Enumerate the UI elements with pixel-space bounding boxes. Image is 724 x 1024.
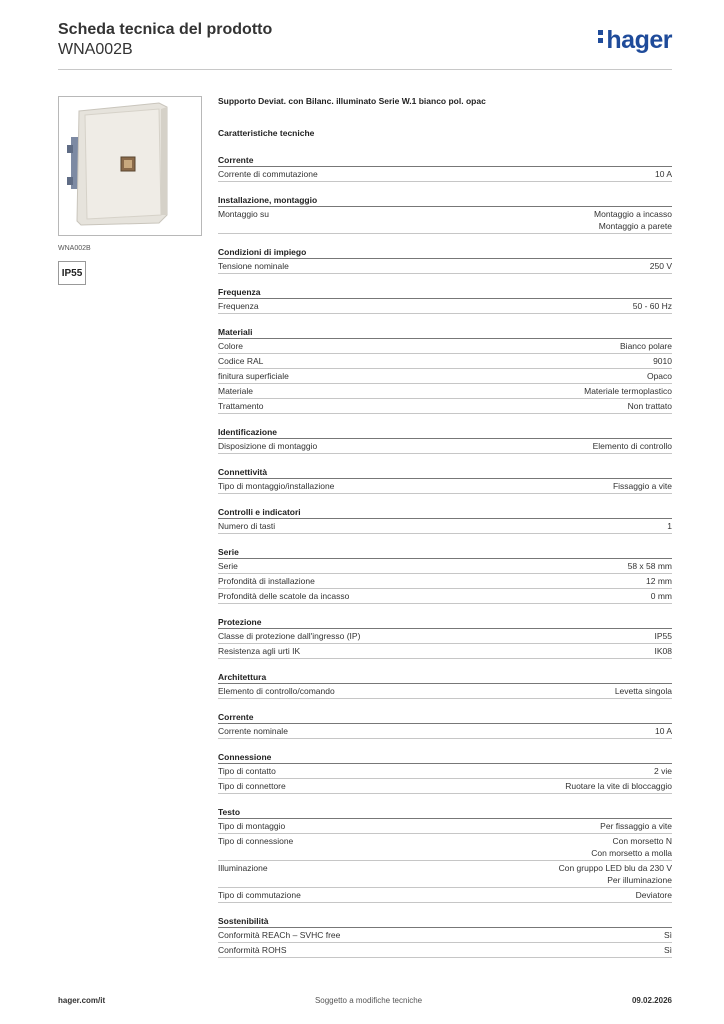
spec-row xyxy=(218,888,672,903)
spec-value-line: Per fissaggio a vite xyxy=(600,821,672,831)
spec-value-line: Sì xyxy=(663,930,672,940)
spec-group xyxy=(218,505,672,534)
spec-value-line: Montaggio a parete xyxy=(598,221,672,231)
spec-row xyxy=(218,439,672,454)
spec-value-line: 9010 xyxy=(653,356,672,366)
spec-label: Tipo di connessione xyxy=(218,836,294,846)
spec-label: Profondità delle scatole da incasso xyxy=(218,591,350,601)
spec-value xyxy=(655,168,672,180)
spec-group-title: Corrente xyxy=(218,153,672,167)
page-footer xyxy=(58,996,672,1005)
spec-label: Trattamento xyxy=(218,401,264,411)
spec-row xyxy=(218,207,672,234)
spec-value xyxy=(584,385,672,397)
spec-value-line: Con gruppo LED blu da 230 V xyxy=(558,863,672,873)
spec-label: Colore xyxy=(218,341,244,351)
spec-row xyxy=(218,384,672,399)
spec-value xyxy=(600,820,672,832)
spec-row xyxy=(218,574,672,589)
spec-group-title: Sostenibilità xyxy=(218,914,672,928)
spec-value-line: Materiale termoplastico xyxy=(584,386,672,396)
spec-value-line: 2 vie xyxy=(654,766,672,776)
spec-groups xyxy=(218,153,672,958)
spec-value xyxy=(650,260,672,272)
spec-group-title: Connessione xyxy=(218,750,672,764)
spec-row xyxy=(218,684,672,699)
product-image xyxy=(58,96,202,236)
spec-group xyxy=(218,615,672,659)
spec-value xyxy=(646,575,672,587)
spec-label: finitura superficiale xyxy=(218,371,289,381)
spec-value-line: 10 A xyxy=(654,169,672,179)
spec-group-title: Frequenza xyxy=(218,285,672,299)
spec-group-title: Connettività xyxy=(218,465,672,479)
spec-label: Frequenza xyxy=(218,301,259,311)
spec-label: Montaggio su xyxy=(218,209,270,219)
spec-group-title: Controlli e indicatori xyxy=(218,505,672,519)
spec-value xyxy=(655,725,672,737)
spec-label: Codice RAL xyxy=(218,356,264,366)
spec-value xyxy=(628,400,672,412)
spec-label: Profondità di installazione xyxy=(218,576,315,586)
ip-rating-badge: IP55 xyxy=(58,261,86,285)
spec-row xyxy=(218,764,672,779)
spec-value xyxy=(651,590,672,602)
spec-label: Tipo di contatto xyxy=(218,766,276,776)
spec-row xyxy=(218,479,672,494)
footer-website-link[interactable]: hager.com/it xyxy=(58,996,106,1005)
spec-group-title: Identificazione xyxy=(218,425,672,439)
spec-label: Disposizione di montaggio xyxy=(218,441,318,451)
spec-value-line: Non trattato xyxy=(627,401,672,411)
spec-label: Corrente nominale xyxy=(218,726,288,736)
product-code: WNA002B xyxy=(58,41,133,58)
spec-label: Serie xyxy=(218,561,238,571)
spec-value xyxy=(667,520,672,532)
spec-value xyxy=(565,780,672,792)
spec-group-title: Corrente xyxy=(218,710,672,724)
spec-value xyxy=(633,300,672,312)
spec-value xyxy=(593,440,672,452)
spec-group xyxy=(218,325,672,414)
spec-value xyxy=(620,340,672,352)
spec-row xyxy=(218,834,672,861)
spec-value xyxy=(664,944,672,956)
spec-label: Tipo di montaggio xyxy=(218,821,286,831)
spec-value xyxy=(653,355,672,367)
spec-value-line: IK08 xyxy=(654,646,672,656)
spec-row xyxy=(218,369,672,384)
spec-group-title: Protezione xyxy=(218,615,672,629)
spec-label: Elemento di controllo/comando xyxy=(218,686,335,696)
spec-row xyxy=(218,519,672,534)
spec-group xyxy=(218,750,672,794)
document-title: Scheda tecnica del prodotto xyxy=(58,21,273,38)
spec-value xyxy=(647,370,672,382)
spec-row xyxy=(218,779,672,794)
product-description: Supporto Deviat. con Bilanc. illuminato Serie W.1 bianco pol. opac xyxy=(218,96,486,106)
section-title: Caratteristiche tecniche xyxy=(218,128,315,138)
hager-logo[interactable] xyxy=(598,26,672,55)
spec-group-title: Architettura xyxy=(218,670,672,684)
spec-value xyxy=(628,560,672,572)
spec-value-line: Opaco xyxy=(646,371,672,381)
product-image-column xyxy=(58,96,202,285)
spec-row xyxy=(218,819,672,834)
spec-value xyxy=(559,862,672,886)
spec-value-line: Con morsetto N xyxy=(612,836,672,846)
spec-label: Tipo di commutazione xyxy=(218,890,301,900)
spec-row xyxy=(218,629,672,644)
spec-label: Conformità ROHS xyxy=(218,945,287,955)
spec-value xyxy=(591,835,672,859)
spec-value-line: IP55 xyxy=(654,631,672,641)
spec-group-title: Condizioni di impiego xyxy=(218,245,672,259)
spec-row xyxy=(218,589,672,604)
spec-row xyxy=(218,861,672,888)
spec-value-line: Per illuminazione xyxy=(607,875,672,885)
spec-value-line: 58 x 58 mm xyxy=(627,561,672,571)
spec-value-line: 250 V xyxy=(649,261,672,271)
spec-row xyxy=(218,644,672,659)
spec-group-title: Serie xyxy=(218,545,672,559)
spec-group-title: Materiali xyxy=(218,325,672,339)
specifications-column xyxy=(218,96,672,969)
spec-value-line: 10 A xyxy=(654,726,672,736)
spec-row xyxy=(218,724,672,739)
spec-value-line: Fissaggio a vite xyxy=(612,481,672,491)
spec-group xyxy=(218,670,672,699)
spec-row xyxy=(218,339,672,354)
spec-value-line: Sì xyxy=(663,945,672,955)
spec-group xyxy=(218,425,672,454)
spec-value xyxy=(594,208,672,232)
spec-group xyxy=(218,710,672,739)
spec-group-title: Installazione, montaggio xyxy=(218,193,672,207)
spec-group xyxy=(218,545,672,604)
spec-value-line: 1 xyxy=(667,521,672,531)
spec-row xyxy=(218,259,672,274)
spec-value-line: Con morsetto a molla xyxy=(591,848,672,858)
spec-row xyxy=(218,399,672,414)
spec-value-line: Ruotare la vite di bloccaggio xyxy=(565,781,672,791)
spec-label: Classe di protezione dall'ingresso (IP) xyxy=(218,631,361,641)
spec-label: Illuminazione xyxy=(218,863,268,873)
spec-value xyxy=(664,929,672,941)
spec-value xyxy=(654,765,672,777)
spec-value xyxy=(655,645,673,657)
spec-row xyxy=(218,299,672,314)
spec-group xyxy=(218,193,672,234)
footer-note: Soggetto a modifiche tecniche xyxy=(314,996,423,1005)
spec-value xyxy=(613,480,672,492)
spec-group xyxy=(218,805,672,903)
spec-group xyxy=(218,285,672,314)
footer-date: 09.02.2026 xyxy=(631,996,672,1005)
spec-value-line: Levetta singola xyxy=(614,686,672,696)
spec-value xyxy=(615,685,672,697)
logo-text: hager xyxy=(606,26,672,54)
spec-value xyxy=(655,630,673,642)
spec-row xyxy=(218,354,672,369)
spec-group xyxy=(218,914,672,958)
spec-group-title: Testo xyxy=(218,805,672,819)
spec-row xyxy=(218,928,672,943)
spec-label: Tipo di montaggio/installazione xyxy=(218,481,335,491)
spec-label: Tensione nominale xyxy=(218,261,289,271)
spec-label: Tipo di connettore xyxy=(218,781,286,791)
page-header xyxy=(58,20,672,70)
spec-value-line: Bianco polare xyxy=(620,341,672,351)
spec-group xyxy=(218,465,672,494)
logo-dots-icon xyxy=(598,27,604,46)
spec-value xyxy=(636,889,672,901)
spec-value-line: Montaggio a incasso xyxy=(594,209,672,219)
spec-label: Conformità REACh – SVHC free xyxy=(218,930,341,940)
spec-row xyxy=(218,167,672,182)
spec-label: Numero di tasti xyxy=(218,521,276,531)
image-caption: WNA002B xyxy=(58,245,91,252)
spec-value-line: 50 - 60 Hz xyxy=(632,301,672,311)
spec-label: Corrente di commutazione xyxy=(218,169,318,179)
spec-value-line: 0 mm xyxy=(650,591,672,601)
spec-label: Resistenza agli urti IK xyxy=(218,646,301,656)
spec-group xyxy=(218,153,672,182)
spec-group xyxy=(218,245,672,274)
spec-value-line: 12 mm xyxy=(646,576,672,586)
spec-row xyxy=(218,943,672,958)
switch-product-icon xyxy=(59,97,201,235)
spec-label: Materiale xyxy=(218,386,253,396)
spec-value-line: Deviatore xyxy=(635,890,672,900)
spec-row xyxy=(218,559,672,574)
spec-value-line: Elemento di controllo xyxy=(592,441,672,451)
